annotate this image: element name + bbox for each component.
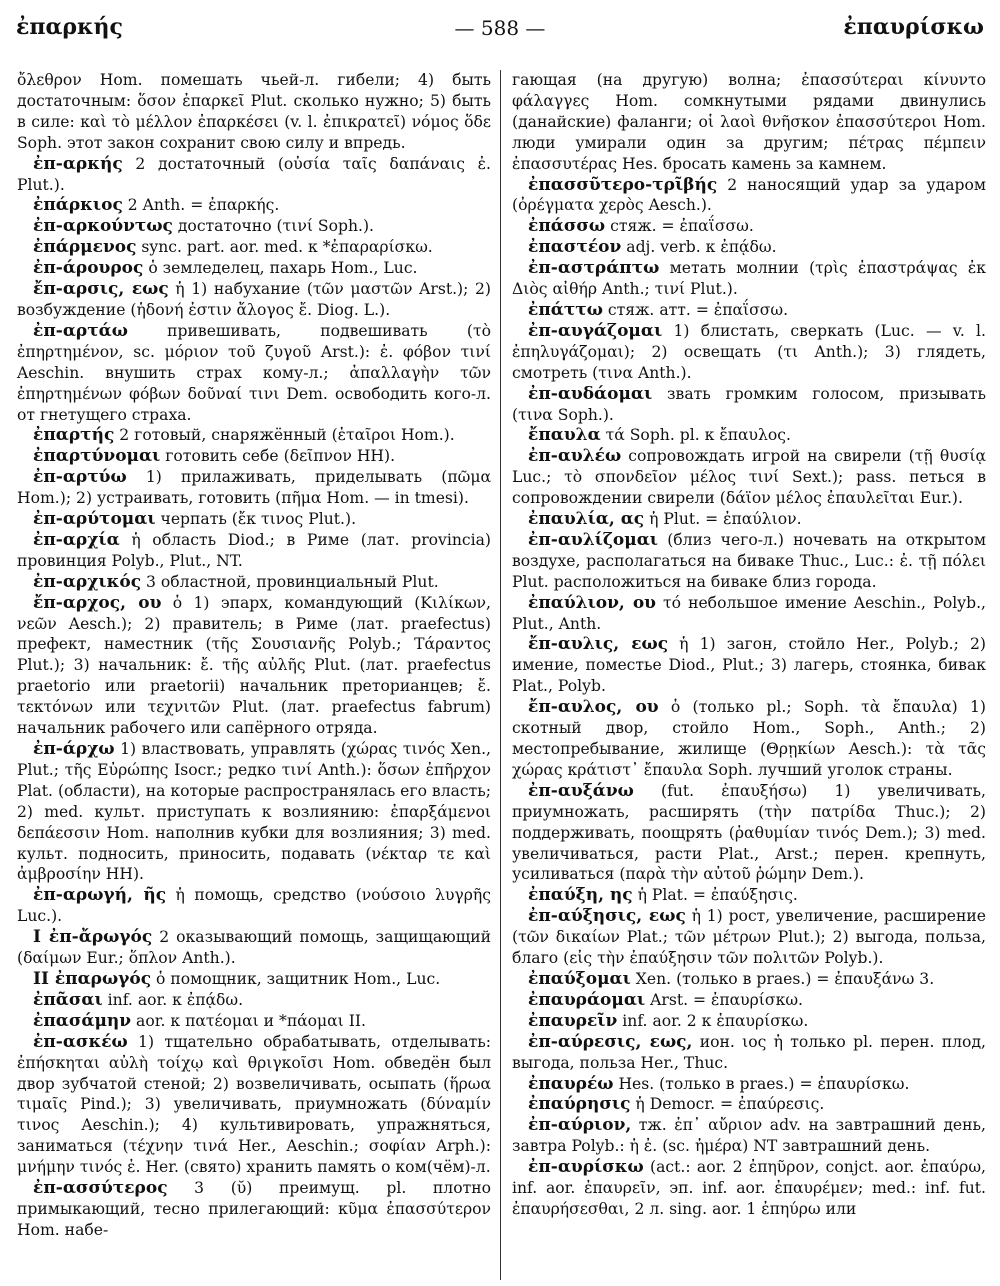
dictionary-entry bbox=[17, 739, 491, 885]
entry-definition: τά Soph. pl. к ἔπαυλος. bbox=[600, 426, 791, 445]
entry-definition: ὄλεθρον Hom. помешать чьей-л. гибели; 4) быть достаточным: ὅσον ἐπαρκεῖ Plut. сколько нужно; 5) быть в силе: καὶ τὸ μέλλον ἐπαρκέσει (v. l. ἐπικρατεῖ) νόμος ὅδε Soph. этот закон сохранит свою силу и впредь. bbox=[17, 71, 491, 152]
dictionary-entry bbox=[512, 530, 986, 593]
entry-headword: ἐπαυλία, ας bbox=[528, 509, 645, 530]
entry-headword: ἐπ-αύρεσις, εως, bbox=[528, 1031, 693, 1052]
entry-definition: стяж. = ἐπαΐσσω. bbox=[605, 217, 754, 236]
dictionary-entry bbox=[17, 237, 491, 258]
dictionary-entry bbox=[17, 279, 491, 321]
left-column bbox=[17, 70, 491, 1241]
entry-headword: ἐπ-αρτάω bbox=[33, 320, 128, 341]
entry-definition: звать громким голосом, призывать (τινα Soph.). bbox=[512, 384, 986, 424]
entry-headword: I ἐπ-ἄρωγός bbox=[33, 927, 153, 948]
entry-headword: ἔπαυλα bbox=[528, 425, 601, 446]
entry-definition: 1) блистать, сверкать (Luc. — v. l. ἐπηλυγάζομαι); 2) освещать (τι Anth.); 3) глядеть, смотреть (τινα Anth.). bbox=[512, 321, 986, 382]
entry-headword: ἐπ-αρκής bbox=[33, 153, 123, 174]
entry-headword: ἐπ-αύξησις, εως bbox=[528, 906, 686, 927]
entry-headword: ἐπάρμενος bbox=[33, 237, 137, 258]
page-header bbox=[16, 14, 984, 48]
entry-headword: ἐπασσῦτερο-τρῖβής bbox=[528, 174, 718, 195]
dictionary-entry bbox=[17, 1032, 491, 1178]
entry-definition: ὁ помощник, защитник Hom., Luc. bbox=[151, 969, 441, 988]
entry-headword: ἐπ-αρτύω bbox=[33, 467, 127, 488]
entry-definition: 1) властвовать, управлять (χώρας τινός Xen., Plut.; τῆς Εὐρώπης Isocr.; редко τινί Anth.): ὅσων ἐπῆρχον Plat. (области), на которые распространялась его власть; 2) med. культ. приступать к возлиянию: ἐπαρξάμενοι δεπάεσσιν Hom. наполнив кубки для возлияния; 3) med. культ. подносить, приносить, подавать (νέκταρ τε καὶ ἀμβροσίην HH). bbox=[17, 740, 492, 884]
entry-headword: ἐπαστέον bbox=[528, 237, 622, 258]
dictionary-entry bbox=[17, 509, 491, 530]
entry-definition: Xen. (только в praes.) = ἐπαυξάνω 3. bbox=[630, 969, 935, 988]
entry-headword: ἐπ-ασσύτερος bbox=[33, 1178, 168, 1199]
entry-definition: ἡ Plut. = ἐπαύλιον. bbox=[644, 510, 802, 529]
entry-headword: ἐπ-αυγάζομαι bbox=[528, 320, 663, 341]
entry-definition: (близ чего-л.) ночевать на открытом воздухе, располагаться на биваке Thuc., Luc.: ἐ. τῇ πόλει Plut. расположиться на биваке близ города. bbox=[512, 530, 986, 591]
dictionary-entry bbox=[17, 885, 491, 927]
dictionary-entry bbox=[512, 1074, 986, 1095]
entry-definition: гающая (на другую) волна; ἐπασσύτεραι κίνυντο φάλαγγες Hom. сомкнутыми рядами двинулись (данайские) фаланги; οἱ λαοὶ θνῆσκον ἐπασσύτεροι Hom. люди умирали один за другим; πέτρας πέμπειν ἐπασσυτέρας Hes. бросать камень за камнем. bbox=[512, 71, 986, 173]
entry-headword: ἐπαυρέω bbox=[528, 1073, 614, 1094]
entry-headword: ἐπασάμην bbox=[33, 1010, 132, 1031]
entry-definition: 2 наносящий удар за ударом (ὀρέγματα χερὸς Aesch.). bbox=[512, 175, 986, 215]
entry-definition: готовить себе (δεῖπνον HH). bbox=[160, 447, 396, 466]
entry-definition: 2 готовый, снаряжённый (ἑταῖροι Hom.). bbox=[114, 426, 455, 445]
entry-headword: ἐπαύξη, ης bbox=[528, 885, 633, 906]
dictionary-entry bbox=[512, 300, 986, 321]
entry-definition: достаточно (τινί Soph.). bbox=[172, 217, 375, 236]
entry-headword: ἐπ-αυλίζομαι bbox=[528, 529, 659, 550]
entry-definition: ἡ область Diod.; в Риме (лат. provincia) провинция Polyb., Plut., NT. bbox=[17, 530, 491, 570]
dictionary-entry bbox=[17, 70, 491, 154]
entry-headword: ἐπαύξομαι bbox=[528, 968, 631, 989]
entry-definition: метать молнии (τρὶς ἐπαστράψας ἐκ Διὸς αἰθήρ Anth.; τινί Plut.). bbox=[512, 259, 986, 299]
entry-definition: тж. ἐπ᾽ αὔριον adv. на завтрашний день, завтра Polyb.: ἡ ἐ. (sc. ἡμέρα) NT завтрашний день. bbox=[512, 1116, 986, 1156]
dictionary-entry bbox=[17, 258, 491, 279]
entry-definition: 3 областной, провинциальный Plut. bbox=[141, 572, 439, 591]
entry-definition: сопровождать игрой на свирели (τῇ θυσίᾳ Luc.; τὸ σπονδεῖον μέλος τινί Sext.); pass. петься в сопровождении свирели (δάϊον μέλος ἐπαυλεῖται Eur.). bbox=[512, 447, 986, 508]
dictionary-entry bbox=[17, 195, 491, 216]
dictionary-entry bbox=[17, 990, 491, 1011]
entry-headword: ἐπαρτύνομαι bbox=[33, 446, 161, 467]
dictionary-entry bbox=[512, 781, 986, 886]
entry-definition: ὁ 1) эпарх, командующий (Κιλίκων, νεῶν Aesch.); 2) правитель; в Риме (лат. praefectus) префект, наместник (τῆς Σουσιανῆς Polyb.; Τάραντος Plut.); 3) начальник: ἔ. τῆς αὐλῆς Plut. (лат. praefectus praetorio или praetorii) начальник преторианцев; ἔ. τεκτόνων или τεχνιτῶν Plut. (лат. praefectus fabrum) начальник рабочего или сапёрного отряда. bbox=[17, 593, 491, 738]
entry-headword: ἔπ-αρσις, εως bbox=[33, 279, 169, 300]
entry-headword: ἐπ-αρύτομαι bbox=[33, 509, 156, 530]
dictionary-entry bbox=[17, 154, 491, 196]
entry-headword: ἐπ-αρωγή, ῆς bbox=[33, 885, 167, 906]
dictionary-entry bbox=[512, 216, 986, 237]
dictionary-entry bbox=[512, 384, 986, 426]
right-column bbox=[512, 70, 986, 1220]
entry-headword: ἐπαύλιον, ου bbox=[528, 592, 656, 613]
dictionary-entry bbox=[512, 446, 986, 509]
entry-definition: ион. ιος ἡ только pl. перен. плод, выгода, польза Her., Thuc. bbox=[512, 1032, 986, 1072]
entry-headword: ἐπαρτής bbox=[33, 425, 115, 446]
dictionary-entry bbox=[17, 446, 491, 467]
entry-headword: ἔπ-αρχος, ου bbox=[33, 592, 162, 613]
entry-headword: ἐπ-άρχω bbox=[33, 739, 115, 759]
entry-headword: ἐπάρκιος bbox=[33, 195, 123, 216]
right-running-headword: ἐπαυρίσκω bbox=[843, 14, 984, 40]
entry-headword: ἐπ-αύριον, bbox=[528, 1115, 632, 1136]
dictionary-entry bbox=[512, 258, 986, 300]
entry-definition: inf. aor. 2 к ἐπαυρίσκω. bbox=[617, 1011, 809, 1030]
dictionary-entry bbox=[512, 906, 986, 969]
entry-headword: ἐπαυρεῖν bbox=[528, 1010, 618, 1031]
entry-headword: ἐπ-αρκούντως bbox=[33, 216, 173, 237]
entry-definition: черпать (ἔκ τινος Plut.). bbox=[155, 510, 357, 529]
entry-definition: ἡ Plat. = ἐπαύξησις. bbox=[632, 886, 798, 905]
entry-definition: 2 оказывающий помощь, защищающий (δαίμων Eur.; ὅπλον Anth.). bbox=[17, 928, 491, 968]
entry-definition: ὁ земледелец, пахарь Hom., Luc. bbox=[143, 259, 418, 278]
left-running-headword: ἐπαρκής bbox=[16, 14, 123, 40]
entry-definition: τό небольшое имение Aeschin., Polyb., Plut., Anth. bbox=[512, 593, 986, 633]
dictionary-entry bbox=[17, 1011, 491, 1032]
entry-definition: aor. к πατέομαι и *πάομαι II. bbox=[131, 1011, 367, 1030]
entry-headword: ἐπαυράομαι bbox=[528, 989, 646, 1010]
dictionary-entry bbox=[512, 634, 986, 697]
entry-definition: (fut. ἐπαυξήσω) 1) увеличивать, приумножать, расширять (τὴν πατρίδα Thuc.); 2) поддерживать, поощрять (ῥαθυμίαν τινός Dem.); 3) med. увеличиваться, расти Plat., Arst.; перен. крепнуть, усиливаться (παρὰ τὴν αὐτοῦ ῥώμην Dem.). bbox=[512, 781, 986, 884]
entry-headword: ἐπαύρησις bbox=[528, 1094, 631, 1115]
entry-headword: ἐπ-ασκέω bbox=[33, 1031, 128, 1052]
dictionary-entry bbox=[512, 509, 986, 530]
dictionary-entry bbox=[17, 969, 491, 990]
entry-headword: ἔπ-αυλις, εως bbox=[528, 634, 669, 655]
dictionary-entry bbox=[17, 1178, 491, 1241]
entry-headword: II ἐπαρωγός bbox=[33, 968, 152, 989]
entry-headword: ἐπάσσω bbox=[528, 216, 606, 237]
entry-definition: 1) тщательно обрабатывать, отделывать: ἐπήσκηται αὐλὴ τοίχῳ καὶ θριγκοῖσι Hom. обведён был двор зубчатой стеной; 2) возвеличивать, осыпать (ἥρωα τιμαῖς Pind.); 3) увеличивать, приумножать (δύναμίν τινος Aeschin.); 4) культивировать, упражняться, заниматься (τέχνην τινά Her., Aeschin.; σοφίαν Arph.): μνήμην τινός ἐ. Her. (свято) хранить память о ком(чём)-л. bbox=[17, 1032, 491, 1177]
entry-headword: ἔπ-αυλος, ου bbox=[528, 697, 659, 718]
dictionary-entry bbox=[512, 697, 986, 781]
dictionary-entry bbox=[17, 593, 491, 739]
entry-definition: adj. verb. к ἐπᾴδω. bbox=[621, 238, 777, 257]
dictionary-entry bbox=[512, 321, 986, 384]
entry-headword: ἐπ-αυξάνω bbox=[528, 780, 634, 801]
entry-headword: ἐπ-αστράπτω bbox=[528, 258, 660, 279]
dictionary-entry bbox=[512, 1094, 986, 1115]
dictionary-entry bbox=[512, 70, 986, 175]
entry-headword: ἐπ-αρχία bbox=[33, 529, 120, 550]
entry-definition: привешивать, подвешивать (τὸ ἐπηρτημένον, sc. μόριον τοῦ ζυγοῦ Arst.): ἐ. φόβον τινί Aeschin. внушить страх кому-л.; ἀπαλλαγὴν τῶν ἐπηρτημένων φόβων δοῦναί τινι Dem. освободить кого-л. от гнетущего страха. bbox=[17, 321, 491, 424]
dictionary-entry bbox=[512, 425, 986, 446]
dictionary-entry bbox=[512, 1157, 986, 1220]
dictionary-entry bbox=[512, 1115, 986, 1157]
entry-definition: ὁ (только pl.; Soph. τὰ ἔπαυλα) 1) скотный двор, стойло Hom., Soph., Anth.; 2) местопребывание, жилище (Θρῃκίων Aesch.): τὰ τᾶς χώρας κράτιστ᾽ ἔπαυλα Soph. лучший уголок страны. bbox=[512, 698, 987, 779]
dictionary-entry bbox=[17, 572, 491, 593]
entry-headword: ἐπᾶσαι bbox=[33, 989, 103, 1010]
dictionary-entry bbox=[17, 530, 491, 572]
entry-definition: Arst. = ἐπαυρίσκω. bbox=[645, 990, 803, 1009]
dictionary-entry bbox=[17, 467, 491, 509]
dictionary-entry bbox=[512, 990, 986, 1011]
dictionary-entry bbox=[17, 216, 491, 237]
entry-definition: 2 достаточный (οὐσία ταῖς δαπάναις ἐ. Plut.). bbox=[17, 154, 491, 194]
entry-definition: ἡ 1) рост, увеличение, расширение (τῶν δικαίων Plat.; τῶν μέτρων Plut.); 2) выгода, польза, благо (εἰς τὴν ἐπαύξησιν τῶν πολιτῶν Polyb.). bbox=[512, 907, 986, 968]
entry-definition: 2 Anth. = ἐπαρκής. bbox=[122, 196, 280, 215]
entry-headword: ἐπάττω bbox=[528, 299, 603, 320]
entry-definition: 3 (ῠ) преимущ. pl. плотно примыкающий, тесно прилегающий: κῦμα ἐπασσύτερον Hom. набе- bbox=[17, 1179, 491, 1239]
entry-definition: ἡ Democr. = ἐπαύρεσις. bbox=[630, 1095, 825, 1114]
entry-definition: ἡ помощь, средство (νούσοιο λυγρῆς Luc.). bbox=[17, 886, 491, 926]
dictionary-entry bbox=[17, 321, 491, 426]
dictionary-entry bbox=[512, 237, 986, 258]
entry-definition: ἡ 1) набухание (τῶν μαστῶν Arst.); 2) возбуждение (ἡδονή ἐστιν ἄλογος ἔ. Diog. L.). bbox=[17, 280, 491, 319]
entry-headword: ἐπ-αρχικός bbox=[33, 571, 142, 592]
dictionary-entry bbox=[512, 969, 986, 990]
entry-definition: (act.: aor. 2 ἐπηῦρον, conjct. aor. ἐπαύρω, inf. aor. ἐπαυρεῖν, эп. inf. aor. ἐπαυρέμεν; med.: inf. fut. ἐπαυρήσεσθαι, 2 л. sing. aor. 1 ἐπηύρω или bbox=[512, 1158, 986, 1218]
column-divider bbox=[500, 70, 501, 1280]
entry-definition: sync. part. aor. med. к *ἐπαραρίσκω. bbox=[136, 238, 433, 257]
entry-definition: ἡ 1) загон, стойло Her., Polyb.; 2) имение, поместье Diod., Plut.; 3) лагерь, стоянка, бивак Plat., Polyb. bbox=[512, 635, 986, 696]
dictionary-entry bbox=[512, 593, 986, 635]
entry-headword: ἐπ-αυρίσκω bbox=[528, 1157, 644, 1178]
dictionary-entry bbox=[512, 1011, 986, 1032]
entry-headword: ἐπ-αυλέω bbox=[528, 446, 622, 467]
dictionary-entry bbox=[17, 425, 491, 446]
entry-headword: ἐπ-αυδάομαι bbox=[528, 383, 653, 404]
dictionary-entry bbox=[17, 927, 491, 969]
dictionary-entry bbox=[512, 885, 986, 906]
page-number: — 588 — bbox=[454, 16, 546, 40]
entry-definition: inf. aor. к ἐπᾴδω. bbox=[102, 990, 244, 1009]
entry-definition: стяж. атт. = ἐπαΐσσω. bbox=[602, 300, 789, 319]
dictionary-entry bbox=[512, 175, 986, 217]
entry-definition: Hes. (только в praes.) = ἐπαυρίσκω. bbox=[613, 1074, 910, 1093]
entry-definition: 1) прилаживать, приделывать (πῶμα Hom.); 2) устраивать, готовить (πῆμα Hom. — in tmesi). bbox=[17, 468, 491, 508]
entry-headword: ἐπ-άρουρος bbox=[33, 258, 144, 279]
dictionary-entry bbox=[512, 1032, 986, 1074]
